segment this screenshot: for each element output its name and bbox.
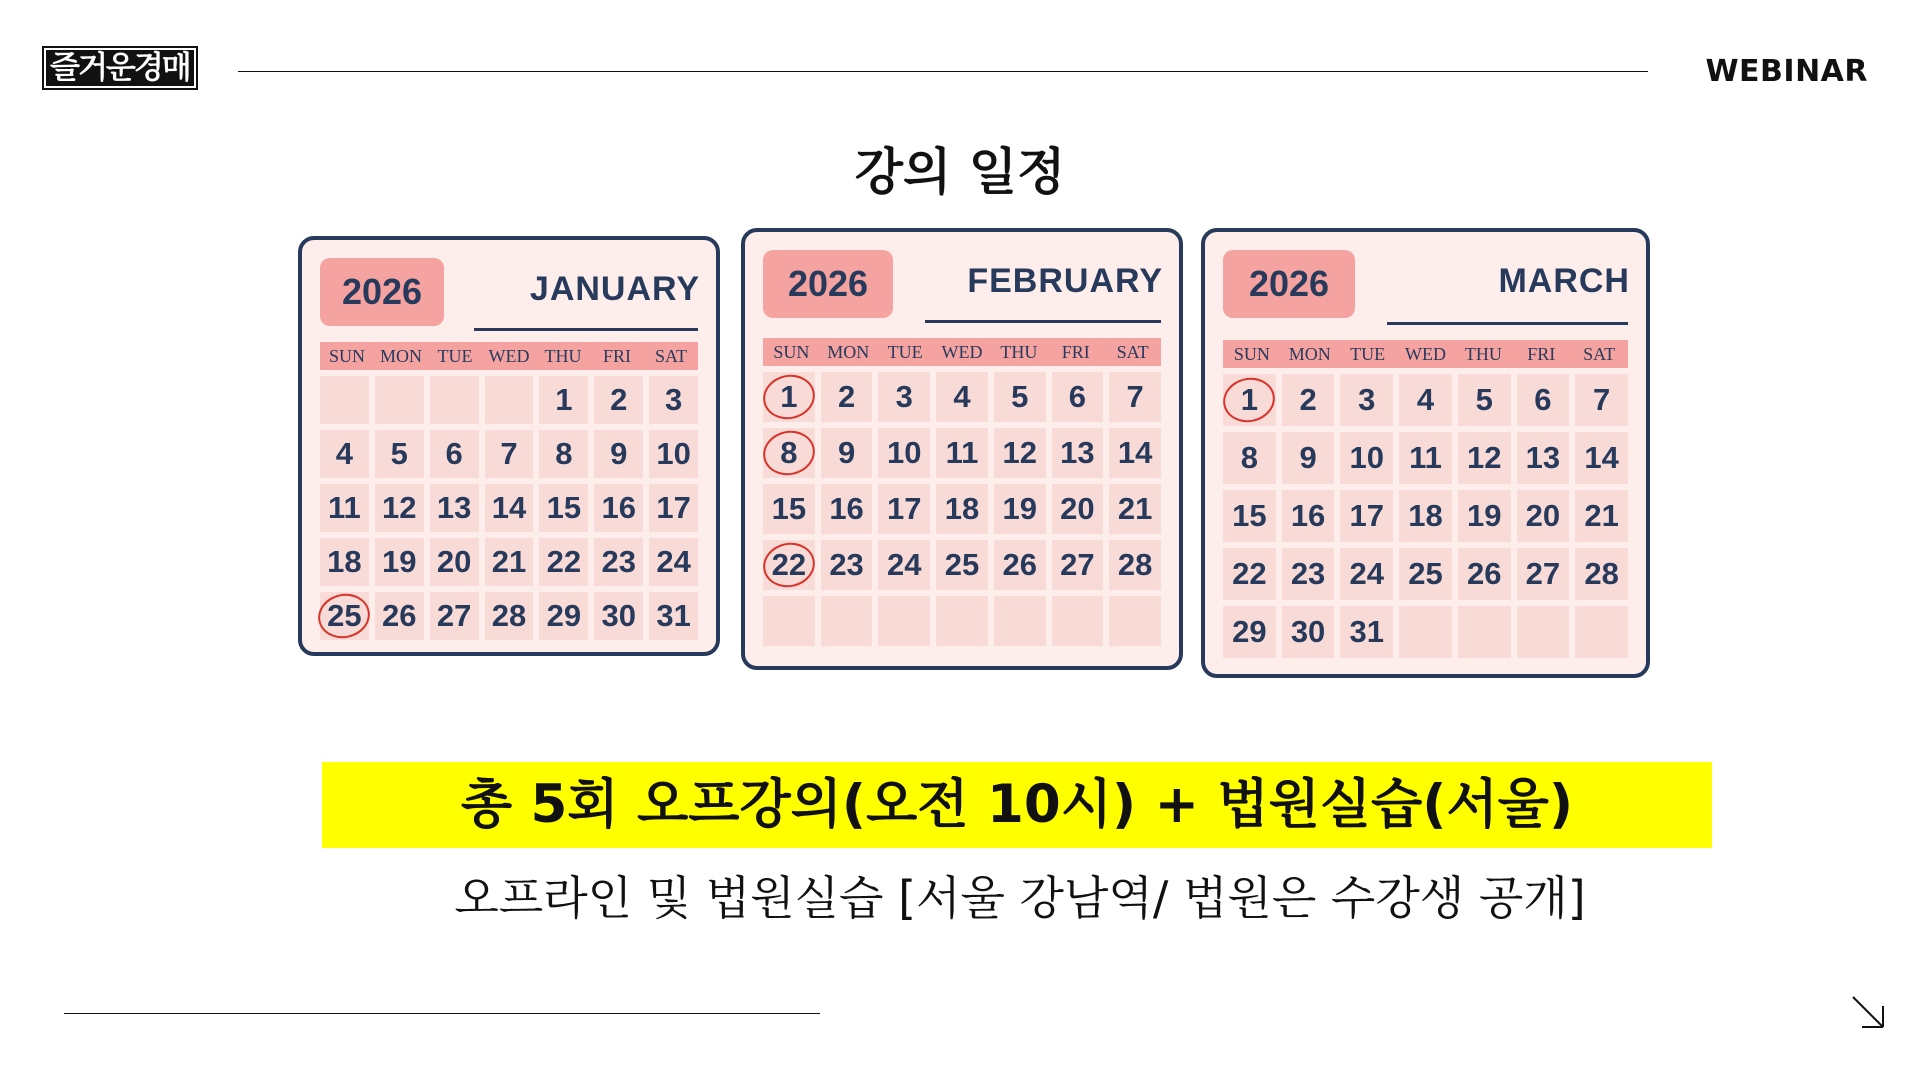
day-cell: 22	[1223, 548, 1276, 600]
course-summary-highlight: 총 5회 오프강의(오전 10시) + 법원실습(서울)	[322, 762, 1712, 848]
day-cell: 19	[1458, 490, 1511, 542]
day-cell: 11	[1399, 432, 1452, 484]
day-cell: 6	[1517, 374, 1570, 426]
day-cell: 4	[1399, 374, 1452, 426]
day-cell: 22	[539, 538, 588, 586]
day-cell: 6	[430, 430, 479, 478]
empty-day-cell	[375, 376, 424, 424]
calendar-march	[1201, 228, 1650, 678]
day-cell: 29	[539, 592, 588, 640]
course-location-note: 오프라인 및 법원실습 [서울 강남역/ 법원은 수강생 공개]	[454, 871, 1586, 925]
calendar-year: 2026	[1223, 250, 1355, 318]
weekday-label: MON	[827, 341, 870, 362]
empty-day-cell	[1399, 606, 1452, 658]
day-cell: 3	[878, 372, 930, 422]
weekday-label: SUN	[1233, 343, 1270, 364]
day-cell: 2	[1282, 374, 1335, 426]
day-cell: 30	[1282, 606, 1335, 658]
day-cell: 16	[821, 484, 873, 534]
day-cell: 5	[1458, 374, 1511, 426]
day-cell: 28	[485, 592, 534, 640]
empty-day-cell	[821, 596, 873, 646]
empty-day-cell	[994, 596, 1046, 646]
day-cell: 16	[594, 484, 643, 532]
day-cell: 12	[1458, 432, 1511, 484]
day-cell: 12	[375, 484, 424, 532]
day-cell: 20	[430, 538, 479, 586]
month-underline	[474, 328, 698, 331]
day-cell: 25	[936, 540, 988, 590]
day-cell: 6	[1052, 372, 1104, 422]
day-grid	[1223, 374, 1628, 658]
day-cell: 17	[878, 484, 930, 534]
day-cell: 25	[1399, 548, 1452, 600]
month-underline	[1387, 322, 1628, 325]
weekday-label: FRI	[1061, 341, 1090, 362]
day-cell: 18	[1399, 490, 1452, 542]
day-cell: 10	[878, 428, 930, 478]
empty-day-cell	[1575, 606, 1628, 658]
calendar-month: FEBRUARY	[967, 262, 1163, 300]
weekday-label: THU	[544, 345, 582, 366]
day-cell: 4	[320, 430, 369, 478]
day-cell: 18	[320, 538, 369, 586]
day-cell: 21	[1575, 490, 1628, 542]
header-divider	[238, 71, 1648, 72]
day-cell: 8	[763, 428, 815, 478]
day-cell: 7	[1575, 374, 1628, 426]
empty-day-cell	[1052, 596, 1104, 646]
empty-day-cell	[320, 376, 369, 424]
day-cell: 23	[1282, 548, 1335, 600]
day-cell: 11	[320, 484, 369, 532]
day-cell: 10	[1340, 432, 1393, 484]
empty-day-cell	[878, 596, 930, 646]
weekday-header	[320, 342, 698, 370]
calendar-february	[741, 228, 1183, 670]
day-cell: 23	[821, 540, 873, 590]
empty-day-cell	[430, 376, 479, 424]
day-cell: 2	[821, 372, 873, 422]
day-cell: 9	[1282, 432, 1335, 484]
weekday-label: TUE	[1350, 343, 1386, 364]
day-cell: 17	[649, 484, 698, 532]
calendar-year: 2026	[763, 250, 893, 318]
weekday-label: MON	[379, 345, 422, 366]
day-cell: 3	[649, 376, 698, 424]
calendar-year: 2026	[320, 258, 444, 326]
weekday-label: THU	[1000, 341, 1038, 362]
brand-logo: 즐거운경매	[42, 46, 198, 90]
arrow-down-right-icon	[1850, 994, 1886, 1030]
footer-divider	[64, 1013, 820, 1014]
day-cell: 26	[1458, 548, 1511, 600]
day-cell: 24	[649, 538, 698, 586]
weekday-header	[1223, 340, 1628, 368]
day-cell: 13	[1517, 432, 1570, 484]
day-cell: 21	[485, 538, 534, 586]
month-underline	[925, 320, 1161, 323]
weekday-label: SAT	[654, 345, 687, 366]
empty-day-cell	[936, 596, 988, 646]
day-cell: 9	[821, 428, 873, 478]
day-cell: 20	[1052, 484, 1104, 534]
day-cell: 19	[375, 538, 424, 586]
day-cell: 5	[994, 372, 1046, 422]
day-cell: 8	[539, 430, 588, 478]
day-cell: 30	[594, 592, 643, 640]
day-cell: 18	[936, 484, 988, 534]
day-cell: 28	[1575, 548, 1628, 600]
day-cell: 20	[1517, 490, 1570, 542]
weekday-label: SUN	[773, 341, 810, 362]
calendar-month: MARCH	[1498, 262, 1630, 300]
day-grid	[763, 372, 1161, 646]
day-cell: 4	[936, 372, 988, 422]
day-cell: 7	[485, 430, 534, 478]
day-cell: 14	[1109, 428, 1161, 478]
day-cell: 10	[649, 430, 698, 478]
day-cell: 24	[878, 540, 930, 590]
empty-day-cell	[1458, 606, 1511, 658]
day-cell: 31	[1340, 606, 1393, 658]
empty-day-cell	[1517, 606, 1570, 658]
weekday-label: TUE	[887, 341, 923, 362]
day-cell: 23	[594, 538, 643, 586]
weekday-label: SAT	[1116, 341, 1149, 362]
day-cell: 26	[375, 592, 424, 640]
page-title: 강의 일정	[854, 143, 1066, 201]
empty-day-cell	[485, 376, 534, 424]
day-cell: 16	[1282, 490, 1335, 542]
day-grid	[320, 376, 698, 640]
day-cell: 5	[375, 430, 424, 478]
day-cell: 14	[485, 484, 534, 532]
day-cell: 3	[1340, 374, 1393, 426]
day-cell: 24	[1340, 548, 1393, 600]
day-cell: 12	[994, 428, 1046, 478]
empty-day-cell	[763, 596, 815, 646]
day-cell: 22	[763, 540, 815, 590]
day-cell: 14	[1575, 432, 1628, 484]
day-cell: 15	[763, 484, 815, 534]
day-cell: 28	[1109, 540, 1161, 590]
day-cell: 21	[1109, 484, 1161, 534]
weekday-label: TUE	[437, 345, 473, 366]
weekday-label: FRI	[602, 345, 631, 366]
webinar-tag: WEBINAR	[1705, 54, 1868, 89]
day-cell: 13	[430, 484, 479, 532]
weekday-label: SUN	[328, 345, 365, 366]
day-cell: 17	[1340, 490, 1393, 542]
day-cell: 13	[1052, 428, 1104, 478]
day-cell: 1	[539, 376, 588, 424]
day-cell: 25	[320, 592, 369, 640]
weekday-label: WED	[941, 341, 983, 362]
day-cell: 7	[1109, 372, 1161, 422]
weekday-label: SAT	[1583, 343, 1616, 364]
day-cell: 19	[994, 484, 1046, 534]
day-cell: 2	[594, 376, 643, 424]
day-cell: 15	[1223, 490, 1276, 542]
weekday-label: WED	[488, 345, 530, 366]
day-cell: 31	[649, 592, 698, 640]
day-cell: 27	[1052, 540, 1104, 590]
weekday-header	[763, 338, 1161, 366]
weekday-label: MON	[1288, 343, 1331, 364]
day-cell: 26	[994, 540, 1046, 590]
day-cell: 27	[1517, 548, 1570, 600]
empty-day-cell	[1109, 596, 1161, 646]
day-cell: 9	[594, 430, 643, 478]
weekday-label: FRI	[1527, 343, 1556, 364]
day-cell: 27	[430, 592, 479, 640]
calendar-january	[298, 236, 720, 656]
day-cell: 15	[539, 484, 588, 532]
weekday-label: WED	[1405, 343, 1446, 364]
day-cell: 1	[1223, 374, 1276, 426]
day-cell: 29	[1223, 606, 1276, 658]
day-cell: 1	[763, 372, 815, 422]
day-cell: 11	[936, 428, 988, 478]
weekday-label: THU	[1464, 343, 1502, 364]
day-cell: 8	[1223, 432, 1276, 484]
calendar-month: JANUARY	[529, 270, 700, 308]
